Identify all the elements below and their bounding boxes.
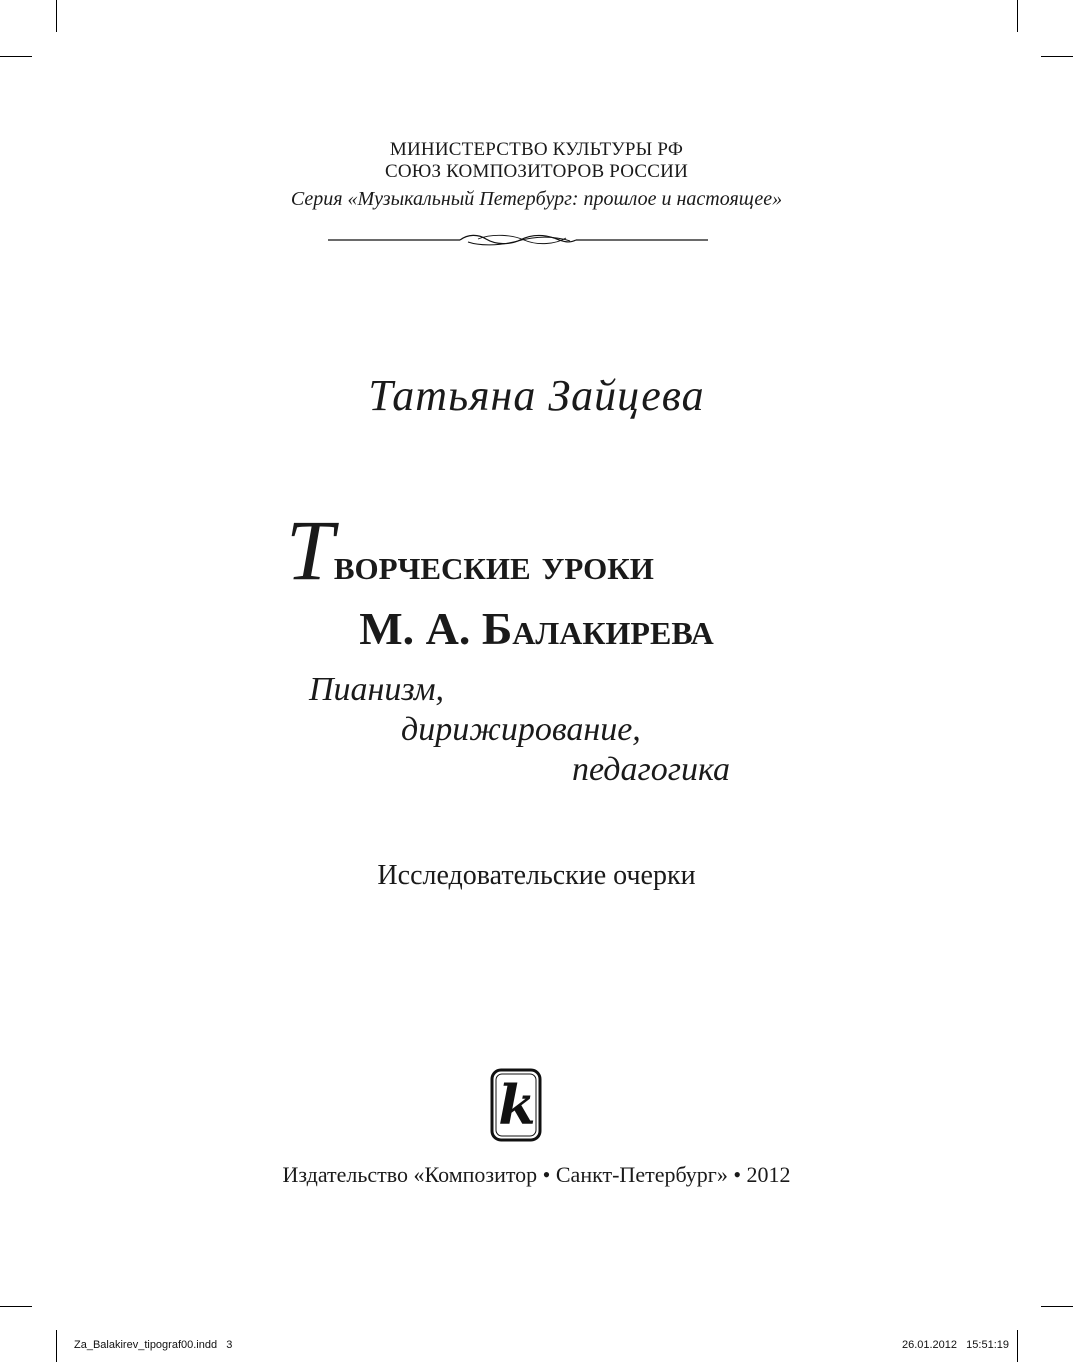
ministry-line: МИНИСТЕРСТВО КУЛЬТУРЫ РФ [389, 139, 684, 160]
slug-filename: Za_Balakirev_tipograf00.indd 3 [74, 1339, 233, 1351]
slug-timestamp: 26.01.2012 15:51:19 [901, 1339, 1009, 1351]
series-title: Серия «Музыкальный Петербург: прошлое и настоящее» [290, 188, 783, 210]
ornamental-divider-icon [328, 230, 708, 250]
publisher-logo-icon [490, 1068, 542, 1142]
logo-letter: k [498, 1073, 536, 1137]
genre-label: Исследовательские очерки [377, 860, 696, 891]
author-name: Татьяна Зайцева [368, 371, 705, 420]
subtitle-line2: дирижирование, [401, 711, 641, 748]
crop-mark-bottom-right-h [1041, 1306, 1073, 1307]
union-line: СОЮЗ КОМПОЗИТОРОВ РОССИИ [384, 161, 689, 182]
book-title-line1 [286, 500, 654, 598]
crop-mark-top-left-h [0, 56, 32, 57]
publisher-line: Издательство «Композитор • Санкт-Петербург» • 2012 [282, 1162, 791, 1187]
subtitle-line3: педагогика [572, 751, 731, 788]
book-title-line2: М. А. Балакирева [359, 603, 714, 654]
title-line1-text: ворческие уроки [333, 540, 654, 589]
crop-mark-bottom-left-h [0, 1306, 32, 1307]
crop-mark-bottom-right-v [1017, 1330, 1018, 1362]
crop-mark-top-right-v [1017, 0, 1018, 32]
crop-mark-top-right-h [1041, 56, 1073, 57]
crop-mark-top-left-v [56, 0, 57, 32]
title-initial: Т [286, 502, 334, 598]
subtitle-line1: Пианизм, [309, 671, 445, 708]
crop-mark-bottom-left-v [56, 1330, 57, 1362]
